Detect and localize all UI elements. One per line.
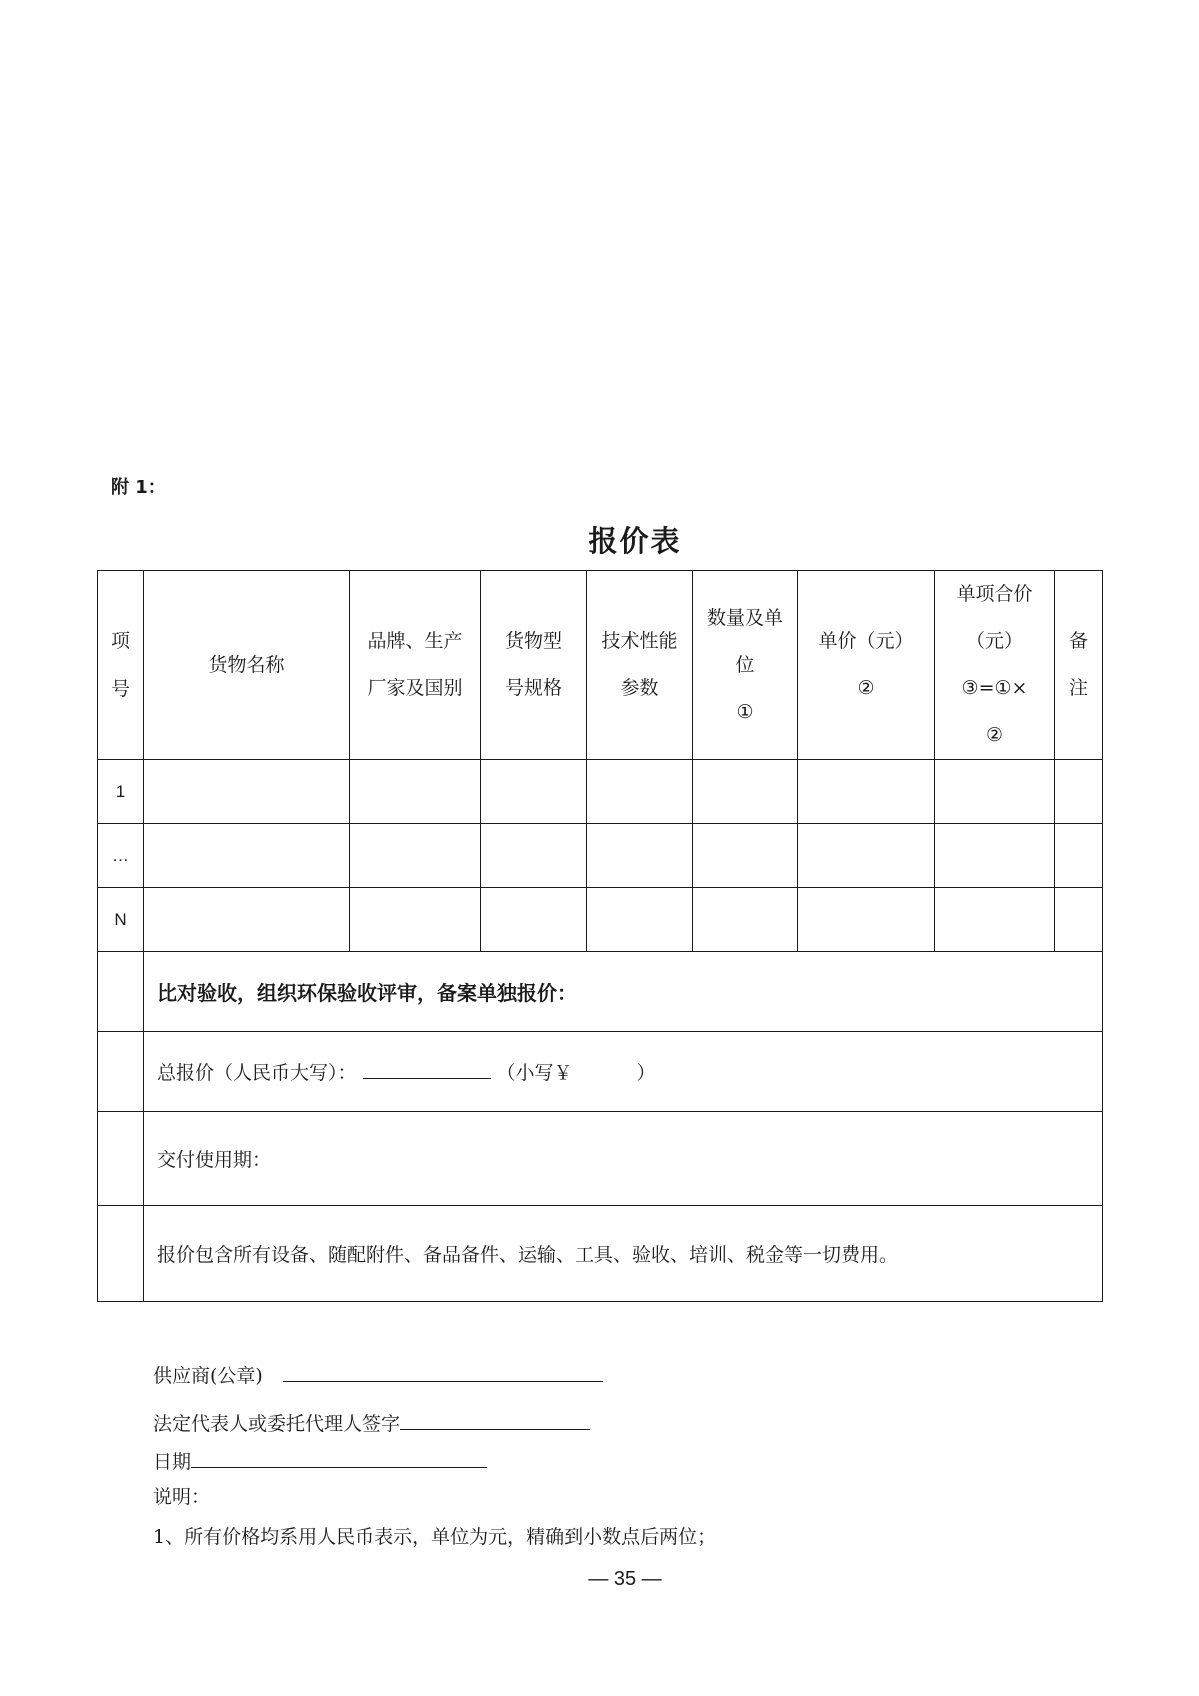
cell-remarks[interactable] (1055, 824, 1103, 888)
cell-model[interactable] (481, 824, 587, 888)
table-row (98, 824, 1103, 888)
cell-brand[interactable] (350, 824, 481, 888)
cell-goods-name[interactable] (144, 760, 350, 824)
supplier-line (153, 1361, 603, 1388)
cell-goods-name[interactable] (144, 888, 350, 952)
representative-signature-field[interactable] (400, 1413, 590, 1430)
cell-model[interactable] (481, 888, 587, 952)
date-line (153, 1447, 487, 1474)
cell-unit-price[interactable] (798, 824, 935, 888)
explanation-item: 1、所有价格均系用人民币表示，单位为元，精确到小数点后两位； (153, 1526, 717, 1548)
header-unit-price: 单价（元） ② (798, 571, 935, 760)
header-specs: 技术性能 参数 (587, 571, 693, 760)
empty-index-cell (98, 952, 144, 1032)
total-price-label: 总报价（人民币大写）： (157, 1062, 357, 1084)
price-includes-note: 报价包含所有设备、随配附件、备品备件、运输、工具、验收、培训、税金等一切费用。 (144, 1206, 1103, 1302)
header-brand: 品牌、生产 厂家及国别 (350, 571, 481, 760)
header-model: 货物型 号规格 (481, 571, 587, 760)
includes-row (98, 1206, 1103, 1302)
empty-index-cell (98, 1112, 144, 1206)
cell-specs[interactable] (587, 888, 693, 952)
total-price-small-open: （小写￥ (496, 1062, 573, 1084)
cell-subtotal[interactable] (935, 824, 1055, 888)
cell-specs[interactable] (587, 760, 693, 824)
date-field[interactable] (191, 1451, 487, 1468)
cell-quantity[interactable] (693, 760, 798, 824)
header-goods-name: 货物名称 (144, 571, 350, 760)
cell-brand[interactable] (350, 888, 481, 952)
cell-remarks[interactable] (1055, 760, 1103, 824)
attachment-label: 附 1： (111, 477, 166, 498)
total-price-small-close: ） (636, 1062, 656, 1084)
cell-subtotal[interactable] (935, 760, 1055, 824)
cell-quantity[interactable] (693, 824, 798, 888)
cell-unit-price[interactable] (798, 888, 935, 952)
total-price-row (98, 1032, 1103, 1112)
empty-index-cell (98, 1032, 144, 1112)
header-remarks: 备注 (1055, 571, 1103, 760)
total-price-cell (144, 1032, 1103, 1112)
representative-label: 法定代表人或委托代理人签字 (153, 1413, 401, 1435)
cell-model[interactable] (481, 760, 587, 824)
header-subtotal: 单项合价 （元） ③=①× ② (935, 571, 1055, 760)
cell-subtotal[interactable] (935, 888, 1055, 952)
total-price-uppercase-field[interactable] (363, 1062, 491, 1079)
cell-quantity[interactable] (693, 888, 798, 952)
table-header-row (98, 571, 1103, 760)
row-index: … (98, 824, 144, 888)
page-title: 报价表 (588, 524, 682, 558)
row-index: N (98, 888, 144, 952)
empty-index-cell (98, 1206, 144, 1302)
supplier-label: 供应商(公章) (153, 1365, 263, 1387)
explanation-heading: 说明： (153, 1486, 211, 1508)
acceptance-row (98, 952, 1103, 1032)
table-row (98, 888, 1103, 952)
header-quantity: 数量及单 位 ① (693, 571, 798, 760)
representative-line (153, 1409, 590, 1436)
delivery-period: 交付使用期： (144, 1112, 1103, 1206)
cell-goods-name[interactable] (144, 824, 350, 888)
date-label: 日期 (153, 1451, 192, 1473)
table-row (98, 760, 1103, 824)
cell-remarks[interactable] (1055, 888, 1103, 952)
cell-brand[interactable] (350, 760, 481, 824)
row-index: 1 (98, 760, 144, 824)
quote-table (97, 570, 1103, 1302)
supplier-seal-field[interactable] (283, 1365, 603, 1382)
header-item-no: 项号 (98, 571, 144, 760)
delivery-row (98, 1112, 1103, 1206)
page-number: — 35 — (588, 1568, 662, 1590)
cell-specs[interactable] (587, 824, 693, 888)
acceptance-note: 比对验收，组织环保验收评审，备案单独报价： (144, 952, 1103, 1032)
cell-unit-price[interactable] (798, 760, 935, 824)
